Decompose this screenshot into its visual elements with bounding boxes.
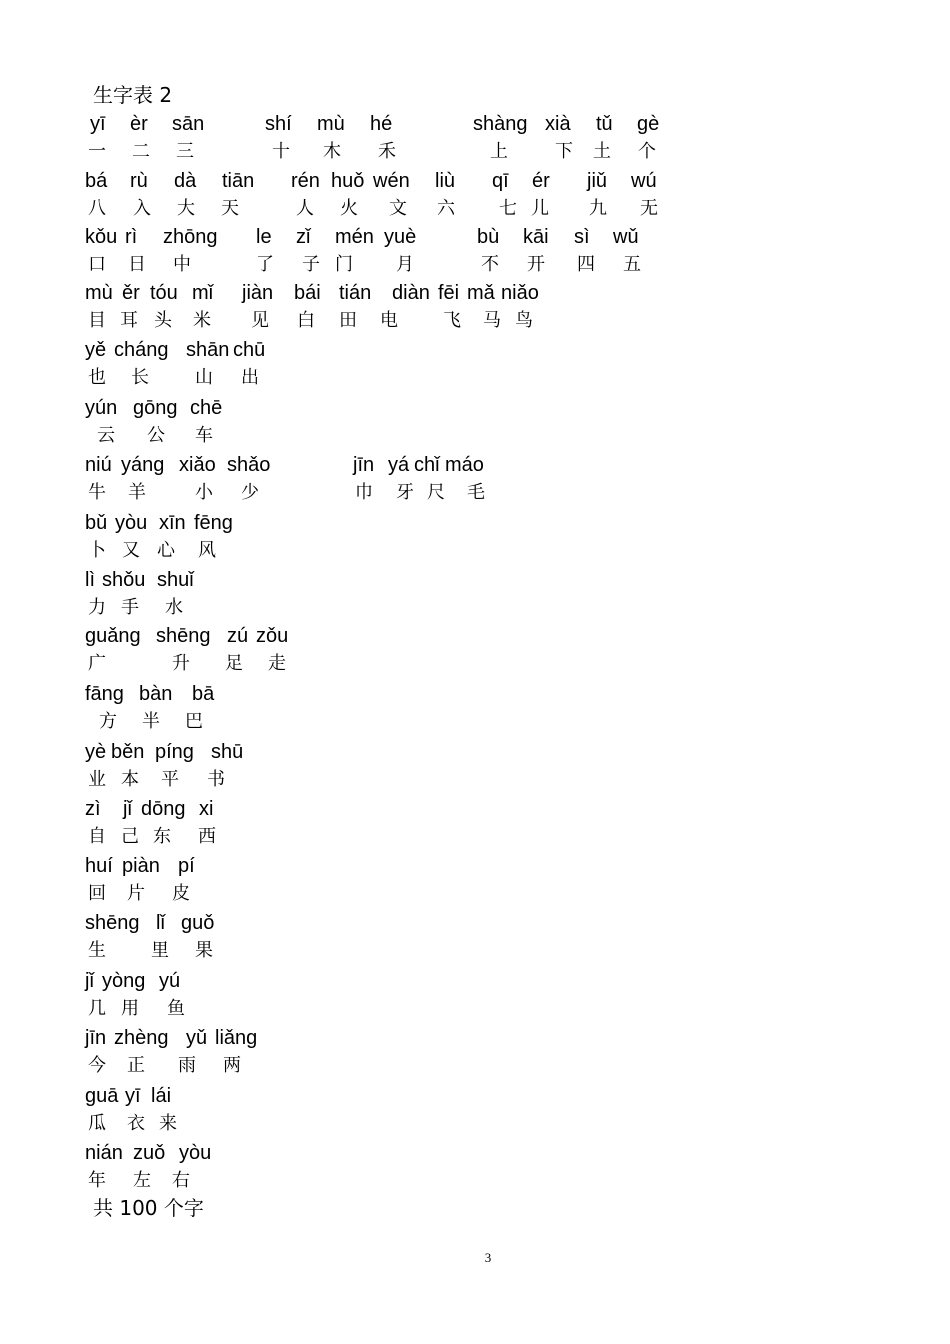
hanzi-character: 了	[256, 254, 274, 275]
hanzi-character: 走	[268, 653, 286, 674]
pinyin-syllable: bù	[477, 226, 500, 248]
pinyin-syllable: ér	[532, 170, 550, 192]
hanzi-character: 五	[623, 254, 641, 275]
pinyin-syllable: mù	[317, 113, 345, 135]
hanzi-character: 正	[127, 1055, 145, 1076]
pinyin-syllable: yún	[85, 397, 118, 419]
pinyin-syllable: yī	[125, 1085, 141, 1107]
pinyin-row	[0, 681, 950, 711]
pinyin-syllable: niú	[85, 454, 112, 476]
hanzi-character: 二	[132, 141, 150, 162]
pinyin-syllable: zhèng	[114, 1027, 169, 1049]
hanzi-character: 巾	[355, 482, 373, 503]
hanzi-character: 木	[323, 141, 341, 162]
hanzi-character: 头	[154, 310, 172, 331]
pinyin-syllable: jiàn	[242, 282, 274, 304]
hanzi-character: 开	[527, 254, 545, 275]
hanzi-row	[0, 824, 950, 854]
pinyin-row	[0, 739, 950, 769]
hanzi-character: 文	[389, 198, 407, 219]
pinyin-syllable: yuè	[384, 226, 417, 248]
pinyin-syllable: qī	[492, 170, 509, 192]
pinyin-syllable: lì	[85, 569, 95, 591]
hanzi-character: 九	[589, 198, 607, 219]
hanzi-character: 用	[121, 998, 139, 1019]
pinyin-row	[0, 168, 950, 198]
pinyin-syllable: le	[256, 226, 272, 248]
pinyin-syllable: mén	[335, 226, 374, 248]
pinyin-syllable: yè	[85, 741, 107, 763]
pinyin-row	[0, 853, 950, 883]
hanzi-character: 半	[142, 711, 160, 732]
pinyin-row	[0, 1083, 950, 1113]
pinyin-syllable: guǒ	[181, 912, 215, 934]
hanzi-character: 三	[176, 141, 194, 162]
pinyin-syllable: píng	[155, 741, 194, 763]
hanzi-character: 十	[272, 141, 290, 162]
pinyin-syllable: xiǎo	[179, 454, 216, 476]
hanzi-character: 今	[88, 1055, 106, 1076]
hanzi-row	[0, 881, 950, 911]
hanzi-character: 无	[640, 198, 658, 219]
pinyin-syllable: bā	[192, 683, 215, 705]
pinyin-syllable: bǔ	[85, 512, 108, 534]
pinyin-syllable: shēng	[85, 912, 140, 934]
pinyin-syllable: guā	[85, 1085, 119, 1107]
pinyin-syllable: bá	[85, 170, 108, 192]
pinyin-syllable: nián	[85, 1142, 123, 1164]
pinyin-row	[0, 224, 950, 254]
hanzi-character: 羊	[128, 482, 146, 503]
hanzi-character: 禾	[378, 141, 396, 162]
hanzi-character: 米	[193, 310, 211, 331]
pinyin-row	[0, 567, 950, 597]
pinyin-syllable: zǐ	[296, 226, 311, 248]
pinyin-row	[0, 623, 950, 653]
pinyin-syllable: shān	[186, 339, 230, 361]
hanzi-character: 生	[88, 940, 106, 961]
hanzi-character: 业	[88, 769, 106, 790]
hanzi-character: 心	[157, 540, 175, 561]
page-title: 生字表 2	[93, 83, 173, 107]
hanzi-character: 两	[223, 1055, 241, 1076]
hanzi-row	[0, 480, 950, 510]
pinyin-row	[0, 910, 950, 940]
hanzi-character: 足	[225, 653, 243, 674]
pinyin-syllable: xià	[545, 113, 571, 135]
hanzi-character: 皮	[172, 883, 190, 904]
pinyin-syllable: rù	[130, 170, 148, 192]
pinyin-syllable: fāng	[85, 683, 124, 705]
hanzi-row	[0, 709, 950, 739]
pinyin-syllable: gōng	[133, 397, 178, 419]
hanzi-row	[0, 423, 950, 453]
pinyin-syllable: chē	[190, 397, 223, 419]
pinyin-syllable: shǒu	[102, 569, 146, 591]
hanzi-character: 手	[121, 597, 139, 618]
pinyin-syllable: jīn	[85, 1027, 107, 1049]
hanzi-character: 书	[207, 769, 225, 790]
pinyin-syllable: zuǒ	[133, 1142, 166, 1164]
hanzi-character: 鸟	[515, 310, 533, 331]
hanzi-character: 平	[161, 769, 179, 790]
pinyin-syllable: rén	[291, 170, 320, 192]
hanzi-character: 衣	[127, 1113, 145, 1134]
pinyin-syllable: jiǔ	[587, 170, 608, 192]
hanzi-character: 门	[335, 254, 353, 275]
pinyin-syllable: piàn	[122, 855, 160, 877]
pinyin-syllable: dōng	[141, 798, 186, 820]
pinyin-syllable: bái	[294, 282, 321, 304]
hanzi-character: 里	[151, 940, 169, 961]
hanzi-character: 人	[296, 198, 314, 219]
hanzi-character: 右	[172, 1170, 190, 1191]
hanzi-character: 日	[128, 254, 146, 275]
pinyin-syllable: tóu	[150, 282, 178, 304]
hanzi-character: 牛	[88, 482, 106, 503]
hanzi-character: 下	[555, 141, 573, 162]
pinyin-syllable: wén	[373, 170, 410, 192]
hanzi-character: 又	[122, 540, 140, 561]
hanzi-character: 来	[159, 1113, 177, 1134]
pinyin-syllable: chū	[233, 339, 266, 361]
pinyin-syllable: lǐ	[156, 912, 165, 934]
pinyin-syllable: shū	[211, 741, 244, 763]
pinyin-syllable: zú	[227, 625, 249, 647]
pinyin-syllable: niǎo	[501, 282, 539, 304]
hanzi-character: 片	[127, 883, 145, 904]
hanzi-character: 雨	[178, 1055, 196, 1076]
pinyin-syllable: jīn	[353, 454, 375, 476]
pinyin-syllable: wǔ	[613, 226, 639, 248]
pinyin-syllable: máo	[445, 454, 484, 476]
hanzi-row	[0, 938, 950, 968]
pinyin-syllable: diàn	[392, 282, 430, 304]
hanzi-row	[0, 1053, 950, 1083]
pinyin-syllable: xīn	[159, 512, 186, 534]
pinyin-row	[0, 452, 950, 482]
pinyin-syllable: kāi	[523, 226, 549, 248]
hanzi-character: 水	[165, 597, 183, 618]
character-count: 共 100 个字	[93, 1196, 204, 1220]
pinyin-syllable: tiān	[222, 170, 255, 192]
hanzi-character: 毛	[467, 482, 485, 503]
pinyin-row	[0, 968, 950, 998]
pinyin-row	[0, 1025, 950, 1055]
pinyin-syllable: zhōng	[163, 226, 218, 248]
pinyin-syllable: yě	[85, 339, 107, 361]
pinyin-syllable: zǒu	[256, 625, 289, 647]
pinyin-syllable: hé	[370, 113, 393, 135]
hanzi-character: 大	[177, 198, 195, 219]
hanzi-character: 长	[131, 367, 149, 388]
pinyin-syllable: gè	[637, 113, 660, 135]
pinyin-syllable: zì	[85, 798, 101, 820]
hanzi-character: 见	[251, 310, 269, 331]
pinyin-syllable: yòu	[179, 1142, 212, 1164]
hanzi-character: 月	[396, 254, 414, 275]
hanzi-character: 自	[88, 826, 106, 847]
pinyin-syllable: shí	[265, 113, 292, 135]
hanzi-character: 果	[195, 940, 213, 961]
hanzi-character: 鱼	[167, 998, 185, 1019]
hanzi-character: 力	[88, 597, 106, 618]
pinyin-syllable: mǎ	[467, 282, 495, 304]
hanzi-character: 尺	[427, 482, 445, 503]
hanzi-character: 六	[437, 198, 455, 219]
hanzi-character: 不	[481, 254, 499, 275]
hanzi-row	[0, 139, 950, 169]
hanzi-character: 卜	[88, 540, 106, 561]
pinyin-syllable: huí	[85, 855, 113, 877]
hanzi-row	[0, 538, 950, 568]
pinyin-syllable: běn	[111, 741, 145, 763]
hanzi-character: 出	[241, 367, 259, 388]
hanzi-character: 天	[221, 198, 239, 219]
pinyin-syllable: tǔ	[596, 113, 613, 135]
pinyin-syllable: mù	[85, 282, 113, 304]
pinyin-syllable: yòng	[102, 970, 146, 992]
hanzi-row	[0, 651, 950, 681]
hanzi-character: 己	[121, 826, 139, 847]
pinyin-syllable: yī	[90, 113, 106, 135]
hanzi-character: 方	[99, 711, 117, 732]
pinyin-syllable: huǒ	[331, 170, 365, 192]
hanzi-character: 中	[173, 254, 191, 275]
hanzi-character: 年	[88, 1170, 106, 1191]
pinyin-syllable: mǐ	[192, 282, 214, 304]
hanzi-character: 几	[88, 998, 106, 1019]
hanzi-character: 飞	[443, 310, 461, 331]
hanzi-character: 瓜	[88, 1113, 106, 1134]
pinyin-row	[0, 510, 950, 540]
pinyin-syllable: kǒu	[85, 226, 118, 248]
pinyin-syllable: liù	[435, 170, 456, 192]
hanzi-row	[0, 308, 950, 338]
pinyin-syllable: yá	[388, 454, 410, 476]
hanzi-character: 四	[577, 254, 595, 275]
hanzi-character: 风	[198, 540, 216, 561]
pinyin-syllable: yǔ	[186, 1027, 208, 1049]
hanzi-character: 巴	[185, 711, 203, 732]
hanzi-character: 口	[88, 254, 106, 275]
hanzi-character: 左	[133, 1170, 151, 1191]
pinyin-syllable: yáng	[121, 454, 165, 476]
pinyin-syllable: guǎng	[85, 625, 141, 647]
hanzi-character: 广	[88, 653, 106, 674]
hanzi-row	[0, 1111, 950, 1141]
pinyin-syllable: chǐ	[414, 454, 440, 476]
pinyin-syllable: liǎng	[215, 1027, 258, 1049]
hanzi-character: 山	[195, 367, 213, 388]
hanzi-character: 马	[483, 310, 501, 331]
hanzi-character: 小	[195, 482, 213, 503]
pinyin-row	[0, 280, 950, 310]
hanzi-character: 电	[380, 310, 398, 331]
hanzi-character: 耳	[120, 310, 138, 331]
hanzi-character: 西	[198, 826, 216, 847]
hanzi-character: 子	[302, 254, 320, 275]
hanzi-character: 七	[499, 198, 517, 219]
pinyin-syllable: shēng	[156, 625, 211, 647]
hanzi-row	[0, 196, 950, 226]
pinyin-syllable: bàn	[139, 683, 173, 705]
pinyin-syllable: èr	[130, 113, 148, 135]
pinyin-row	[0, 395, 950, 425]
pinyin-syllable: wú	[631, 170, 657, 192]
pinyin-syllable: fēng	[194, 512, 233, 534]
pinyin-syllable: sì	[574, 226, 590, 248]
pinyin-syllable: cháng	[114, 339, 169, 361]
pinyin-syllable: fēi	[438, 282, 460, 304]
pinyin-syllable: ěr	[122, 282, 140, 304]
hanzi-character: 少	[241, 482, 259, 503]
hanzi-character: 云	[97, 425, 115, 446]
hanzi-row	[0, 767, 950, 797]
hanzi-row	[0, 1168, 950, 1198]
pinyin-syllable: pí	[178, 855, 195, 877]
pinyin-syllable: yú	[159, 970, 181, 992]
hanzi-character: 入	[133, 198, 151, 219]
hanzi-character: 一	[88, 141, 106, 162]
pinyin-syllable: xi	[199, 798, 214, 820]
hanzi-row	[0, 996, 950, 1026]
hanzi-character: 儿	[531, 198, 549, 219]
hanzi-character: 火	[340, 198, 358, 219]
hanzi-character: 东	[153, 826, 171, 847]
hanzi-character: 也	[88, 367, 106, 388]
hanzi-character: 土	[593, 141, 611, 162]
pinyin-syllable: lái	[151, 1085, 172, 1107]
pinyin-syllable: jǐ	[85, 970, 94, 992]
hanzi-character: 车	[195, 425, 213, 446]
hanzi-row	[0, 365, 950, 395]
hanzi-character: 牙	[396, 482, 414, 503]
hanzi-character: 本	[121, 769, 139, 790]
hanzi-row	[0, 595, 950, 625]
pinyin-row	[0, 796, 950, 826]
pinyin-syllable: rì	[125, 226, 138, 248]
pinyin-syllable: yòu	[115, 512, 148, 534]
hanzi-character: 田	[339, 310, 357, 331]
hanzi-character: 上	[490, 141, 508, 162]
hanzi-character: 回	[88, 883, 106, 904]
pinyin-row	[0, 337, 950, 367]
hanzi-character: 个	[638, 141, 656, 162]
hanzi-character: 目	[88, 310, 106, 331]
pinyin-syllable: jǐ	[123, 798, 132, 820]
hanzi-row	[0, 252, 950, 282]
hanzi-character: 八	[88, 198, 106, 219]
pinyin-row	[0, 111, 950, 141]
pinyin-syllable: shuǐ	[157, 569, 194, 591]
pinyin-syllable: shǎo	[227, 454, 271, 476]
pinyin-syllable: tián	[339, 282, 372, 304]
pinyin-row	[0, 1140, 950, 1170]
pinyin-syllable: sān	[172, 113, 205, 135]
hanzi-character: 白	[297, 310, 315, 331]
hanzi-character: 公	[147, 425, 165, 446]
hanzi-character: 升	[172, 653, 190, 674]
pinyin-syllable: dà	[174, 170, 197, 192]
page-number: 3	[484, 1250, 492, 1265]
pinyin-syllable: shàng	[473, 113, 528, 135]
